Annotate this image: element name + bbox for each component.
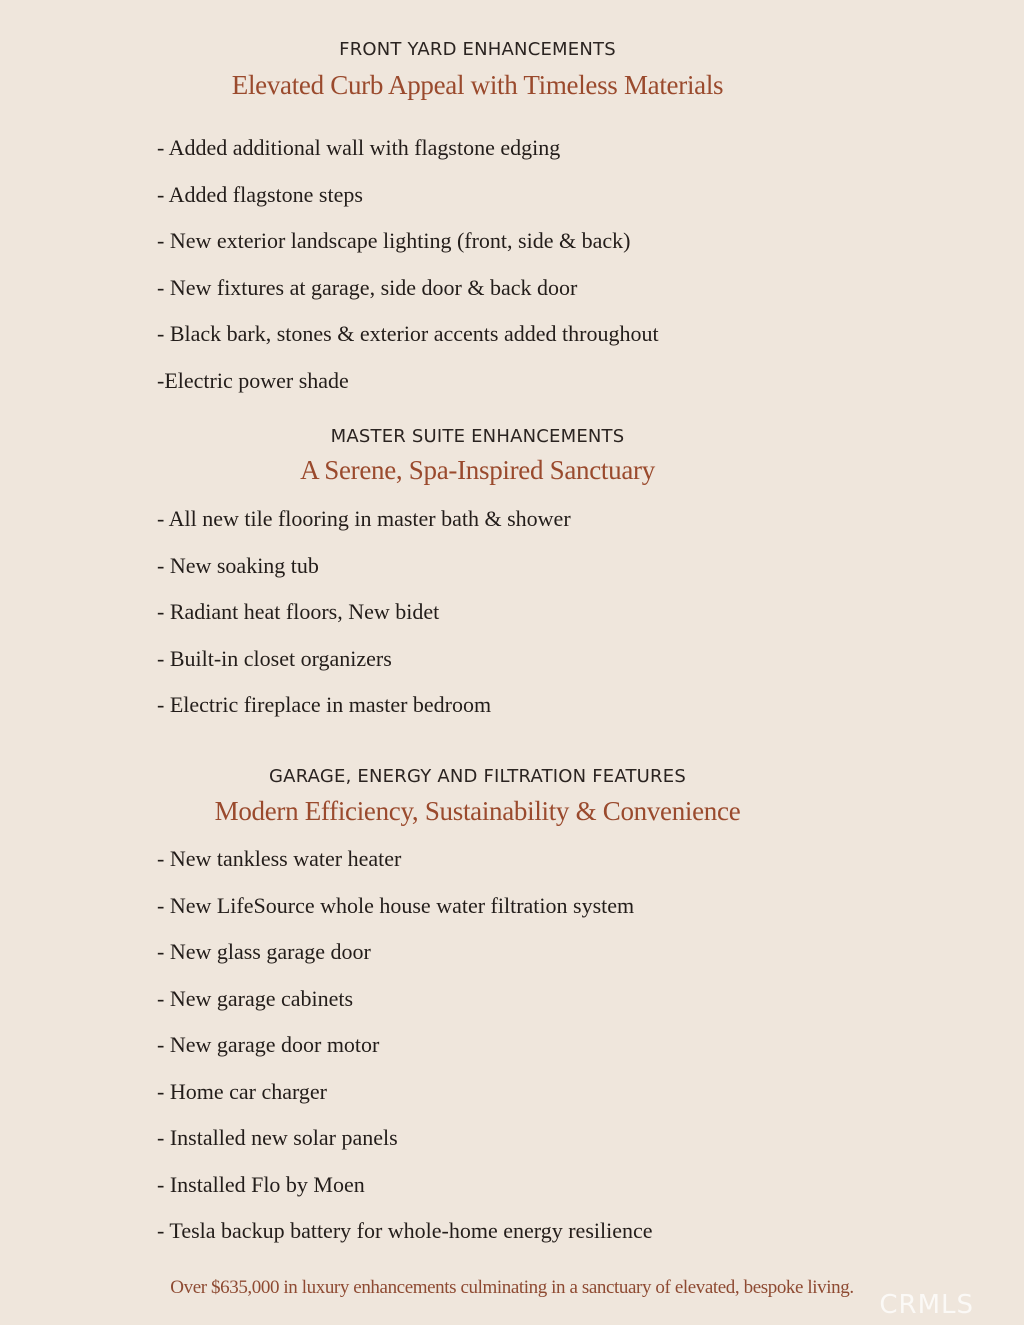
front-yard-title: Elevated Curb Appeal with Timeless Materials — [231, 70, 724, 100]
watermark: CRMLS — [879, 1290, 974, 1320]
footer-tagline: Over $635,000 in luxury enhancements culminating in a sanctuary of elevated, bespoke living. — [170, 1277, 854, 1298]
list-item: - New glass garage door — [157, 939, 371, 964]
master-suite-list — [157, 506, 571, 739]
list-item: - Added flagstone steps — [157, 181, 363, 207]
list-item: - New soaking tub — [157, 552, 319, 578]
list-item: - Home car charger — [157, 1078, 327, 1104]
list-item: - All new tile flooring in master bath & shower — [157, 506, 571, 531]
list-item: - Installed Flo by Moen — [157, 1171, 365, 1197]
garage-energy-label: GARAGE, ENERGY AND FILTRATION FEATURES — [269, 766, 686, 787]
garage-energy-list — [157, 846, 653, 1265]
list-item: - New fixtures at garage, side door & back door — [157, 274, 578, 300]
front-yard-label: FRONT YARD ENHANCEMENTS — [339, 39, 616, 60]
front-yard-list — [157, 135, 659, 414]
list-item: - New garage door motor — [157, 1032, 380, 1057]
list-item: - Radiant heat floors, New bidet — [157, 599, 440, 624]
list-item: - New garage cabinets — [157, 985, 354, 1011]
list-item: - Tesla backup battery for whole-home energy resilience — [157, 1218, 653, 1243]
master-suite-title: A Serene, Spa-Inspired Sanctuary — [300, 455, 655, 485]
list-item: - Electric fireplace in master bedroom — [157, 692, 492, 717]
list-item: - New exterior landscape lighting (front, side & back) — [157, 228, 631, 253]
list-item: - New LifeSource whole house water filtration system — [157, 892, 635, 918]
list-item: - Installed new solar panels — [157, 1125, 398, 1150]
master-suite-label: MASTER SUITE ENHANCEMENTS — [330, 426, 625, 447]
garage-energy-title: Modern Efficiency, Sustainability & Convenience — [214, 796, 741, 826]
list-item: - Added additional wall with flagstone edging — [157, 135, 561, 160]
list-item: - Built-in closet organizers — [157, 645, 392, 671]
list-item: - Black bark, stones & exterior accents added throughout — [157, 321, 659, 346]
list-item: -Electric power shade — [157, 367, 349, 393]
list-item: - New tankless water heater — [157, 846, 402, 871]
